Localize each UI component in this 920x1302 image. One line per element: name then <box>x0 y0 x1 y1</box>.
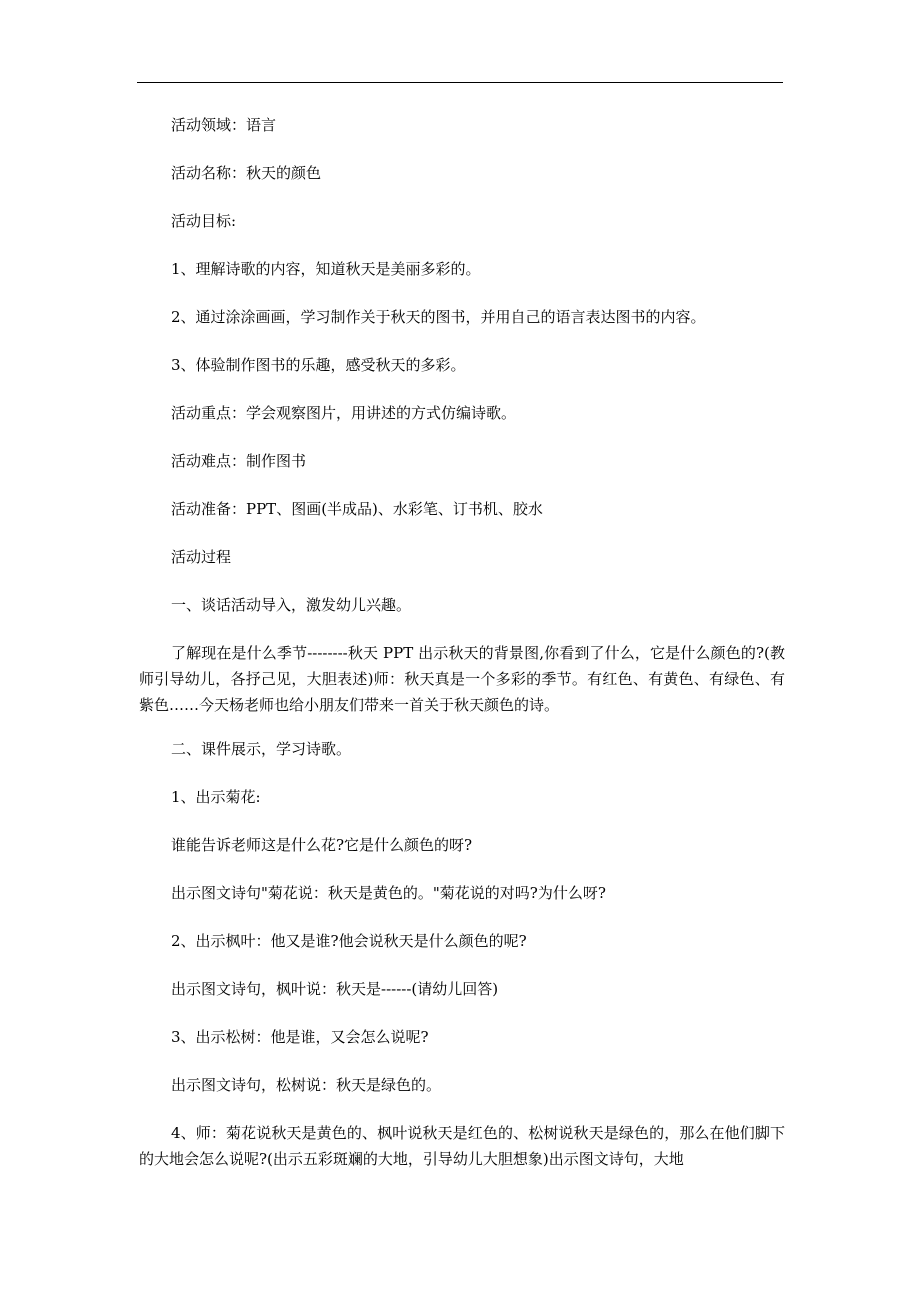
paragraph-section-2-heading: 二、课件展示，学习诗歌。 <box>171 740 352 758</box>
paragraph-poem-line-2: 出示图文诗句，枫叶说：秋天是------(请幼儿回答) <box>171 980 499 998</box>
paragraph-step-4: 4、师：菊花说秋天是黄色的、枫叶说秋天是红色的、松树说秋天是绿色的，那么在他们脚下的大地会怎么说呢?(出示五彩斑斓的大地，引导幼儿大胆想象)出示图文诗句，大地 <box>139 1124 785 1168</box>
header-rule <box>137 82 783 83</box>
paragraph-question-1: 谁能告诉老师这是什么花?它是什么颜色的呀? <box>171 836 473 854</box>
paragraph-goal-3: 3、体验制作图书的乐趣，感受秋天的多彩。 <box>171 356 466 374</box>
paragraph-name: 活动名称：秋天的颜色 <box>171 164 322 182</box>
paragraph-domain: 活动领域：语言 <box>171 116 277 134</box>
paragraph-goal-1: 1、理解诗歌的内容，知道秋天是美丽多彩的。 <box>171 260 481 278</box>
paragraph-poem-line-1: 出示图文诗句"菊花说：秋天是黄色的。"菊花说的对吗?为什么呀? <box>171 884 606 902</box>
paragraph-preparation: 活动准备：PPT、图画(半成品)、水彩笔、订书机、胶水 <box>171 500 543 518</box>
paragraph-section-1-body: 了解现在是什么季节--------秋天 PPT 出示秋天的背景图,你看到了什么，它是什么颜色的?(教师引导幼儿，各抒己见，大胆表述)师：秋天真是一个多彩的季节。有红色、有黄色、有绿色、有紫色……今天杨老师也给小朋友们带来一首关于秋天颜色的诗。 <box>139 644 785 714</box>
paragraph-step-1: 1、出示菊花: <box>171 788 261 806</box>
paragraph-goals-heading: 活动目标: <box>171 212 237 230</box>
paragraph-step-2: 2、出示枫叶：他又是谁?他会说秋天是什么颜色的呢? <box>171 932 527 950</box>
paragraph-process-heading: 活动过程 <box>171 548 232 566</box>
paragraph-poem-line-3: 出示图文诗句，松树说：秋天是绿色的。 <box>171 1076 442 1094</box>
paragraph-step-3: 3、出示松树：他是谁，又会怎么说呢? <box>171 1028 429 1046</box>
paragraph-section-1-heading: 一、谈话活动导入，激发幼儿兴趣。 <box>171 596 412 614</box>
paragraph-difficulty: 活动难点：制作图书 <box>171 452 307 470</box>
paragraph-goal-2: 2、通过涂涂画画，学习制作关于秋天的图书，并用自己的语言表达图书的内容。 <box>171 308 706 326</box>
paragraph-key-point: 活动重点：学会观察图片，用讲述的方式仿编诗歌。 <box>171 404 517 422</box>
